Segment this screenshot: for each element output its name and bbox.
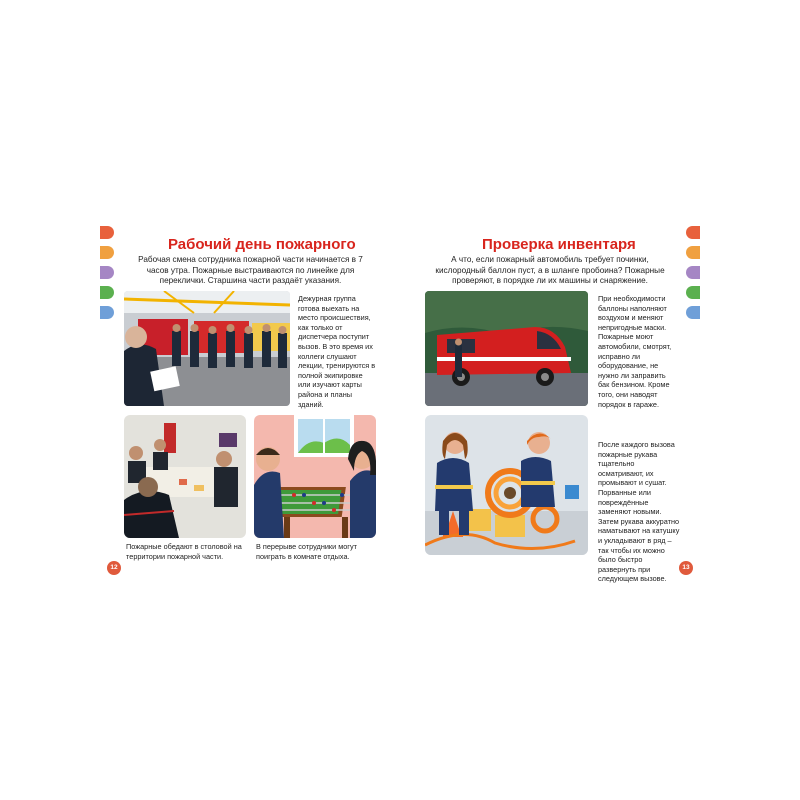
illustration-hose-rolling: [425, 415, 588, 555]
caption-truck-maintenance: При необходимости баллоны наполняют воздухом и меняют непригодные маски. Пожарные моют автомобили, смотрят, исправно ли оборудование, не нужно ли заправить бак бензином. Кроме того, они наводят порядок в гараже.: [598, 294, 672, 409]
tab-blue: [686, 306, 700, 319]
tab-green: [686, 286, 700, 299]
caption-hose-maintenance: После каждого вызова пожарные рукава тщательно осматривают, их промывают и сушат. Порванные или повреждённые заменяют новыми. Затем рукава аккуратно наматывают на катушку и укладывают в ряд – так чтобы их можно было быстро развернуть при следующем вызове.: [598, 440, 680, 584]
photo-canteen: [124, 415, 246, 538]
left-page-intro: Рабочая смена сотрудника пожарной части начинается в 7 часов утра. Пожарные выстраиваются по линейке для переклички. Старшина части раздаёт указания.: [138, 255, 363, 285]
tab-purple: [686, 266, 700, 279]
page-number-left: 12: [107, 561, 121, 575]
tab-yellow: [686, 246, 700, 259]
tab-purple: [100, 266, 114, 279]
photo-fire-van: [425, 291, 588, 406]
page-number-right: 13: [679, 561, 693, 575]
tab-yellow: [100, 246, 114, 259]
right-page-intro: А что, если пожарный автомобиль требует починки, кислородный баллон пуст, а в шланге пробоина? Пожарные проверяют, в порядке ли их машины и снаряжение.: [435, 255, 665, 285]
tab-orange: [100, 226, 114, 239]
caption-canteen: Пожарные обедают в столовой на территории пожарной части.: [126, 542, 242, 561]
caption-break-room: В перерыве сотрудники могут поиграть в комнате отдыха.: [256, 542, 357, 561]
left-color-tabs: [100, 226, 114, 326]
left-page-title: Рабочий день пожарного: [168, 236, 356, 253]
right-page-title: Проверка инвентаря: [482, 236, 636, 253]
right-color-tabs: [686, 226, 700, 326]
tab-orange: [686, 226, 700, 239]
tab-green: [100, 286, 114, 299]
photo-firefighters-lineup: [124, 291, 290, 406]
illustration-break-room: [254, 415, 376, 538]
tab-blue: [100, 306, 114, 319]
caption-duty-group: Дежурная группа готова выехать на место происшествия, как только от диспетчера поступит вызов. В это время их коллеги слушают лекции, тренируются в полной экипировке или изучают карты района и планы зданий.: [298, 294, 376, 409]
